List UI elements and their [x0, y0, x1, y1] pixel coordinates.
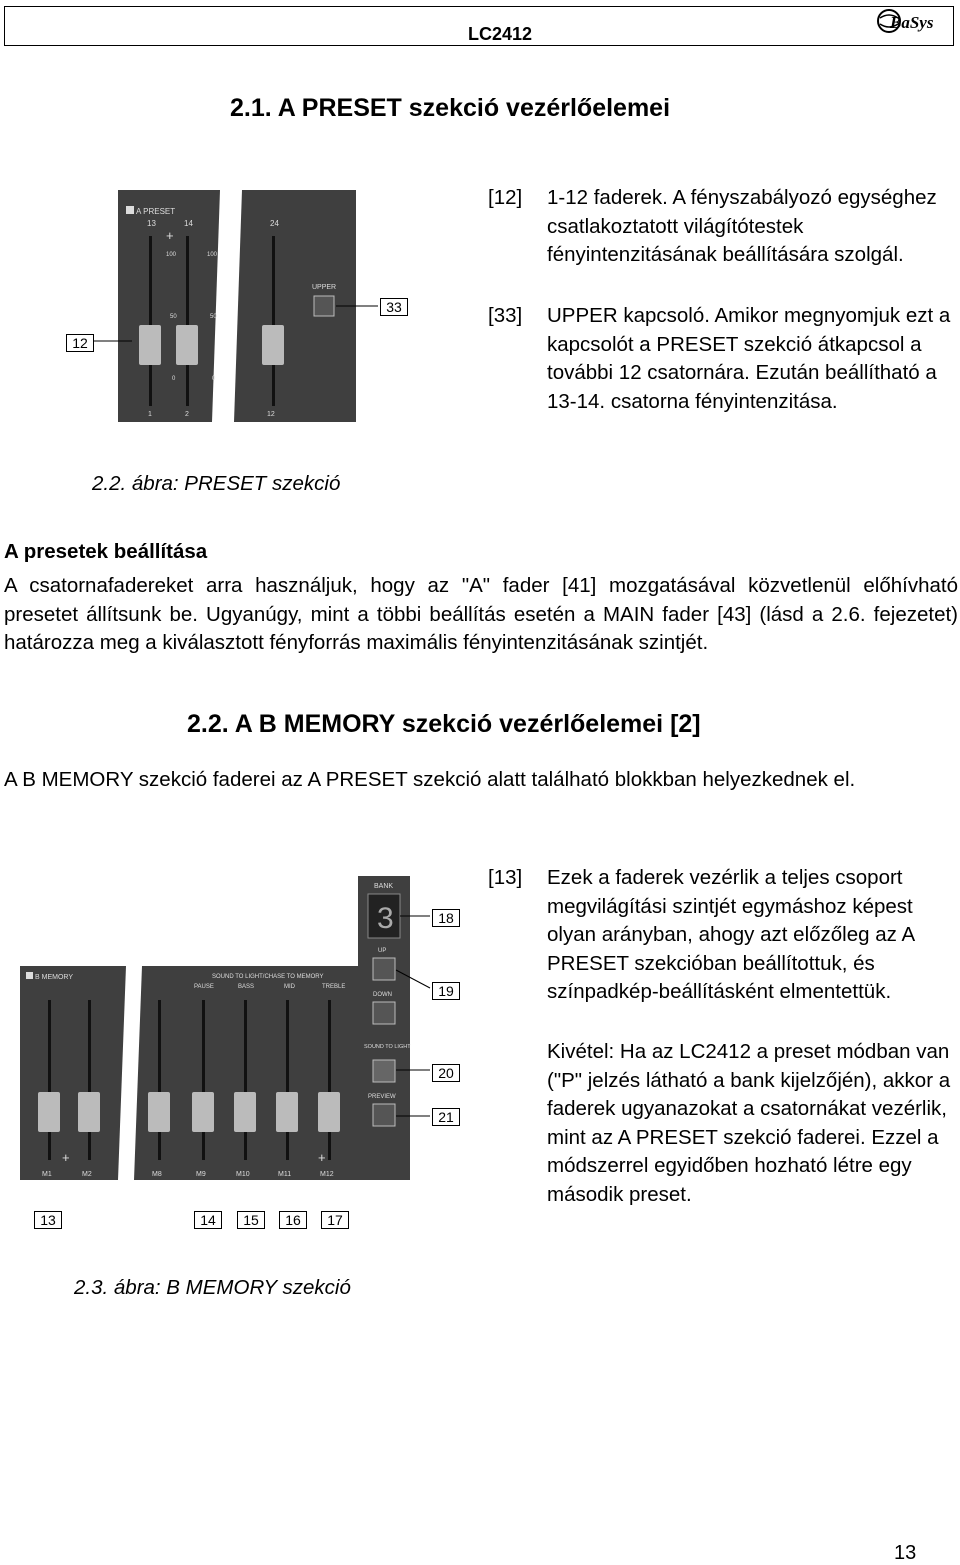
bottom-m11: M11 [278, 1171, 292, 1178]
memory-panel-label: B MEMORY [35, 974, 73, 981]
scale-50-a: 50 [170, 314, 177, 320]
callout-16: 16 [279, 1211, 307, 1229]
callout-33: 33 [380, 298, 408, 316]
col-bass: BASS [238, 984, 255, 990]
bottom-m10: M10 [236, 1171, 250, 1178]
plus-icon-3: + [318, 1150, 326, 1165]
desc-12-text: 1-12 faderek. A fényszabályozó egységhez csatlakoztatott világítótestek fényintenzitásának beállítására szolgál. [547, 186, 937, 266]
desc-13-text: Ezek a faderek vezérlik a teljes csoport megvilágítási szintjét egymáshoz képest olyan arányban, ahogy azt előzőleg az A PRESET szekcióban beállítottuk, és színpadkép-beállításként elmentettük. [547, 866, 914, 1003]
scale-0-b: 0 [212, 376, 216, 382]
sound-header: SOUND TO LIGHT/CHASE TO MEMORY [212, 974, 324, 980]
up-label: UP [378, 948, 387, 954]
callout-14: 14 [194, 1211, 222, 1229]
col-pause: PAUSE [194, 984, 214, 990]
svg-text:BaSys: BaSys [890, 13, 934, 32]
bank-label: BANK [374, 883, 394, 890]
preview-label: PREVIEW [368, 1094, 396, 1100]
bottom-m1: M1 [42, 1171, 52, 1178]
bottom-1: 1 [148, 411, 152, 418]
callout-15: 15 [237, 1211, 265, 1229]
preset-panel-label: A PRESET [136, 207, 176, 216]
callout-12: 12 [66, 334, 94, 352]
tick-24: 24 [270, 219, 279, 228]
bottom-2: 2 [185, 411, 189, 418]
figure2-caption: 2.3. ábra: B MEMORY szekció [74, 1276, 351, 1299]
basys-logo [876, 8, 942, 34]
desc-33-text: UPPER kapcsoló. Amikor megnyomjuk ezt a kapcsolót a PRESET szekció átkapcsol a további 12 csatornára. Ezután beállítható a 13-14. csatorna fényintenzitása. [547, 304, 951, 413]
tick-14: 14 [184, 219, 193, 228]
presets-heading: A presetek beállítása [4, 540, 208, 563]
down-label: DOWN [373, 992, 392, 998]
bank-digit: 3 [377, 902, 394, 935]
callout-19: 19 [432, 982, 460, 1000]
bottom-12: 12 [267, 411, 275, 418]
header-title: LC2412 [468, 24, 533, 44]
col-treble: TREBLE [322, 984, 346, 990]
preset-figure [60, 186, 420, 426]
memory-figure [18, 870, 458, 1230]
section-title-preset: 2.1. A PRESET szekció vezérlőelemei [230, 94, 671, 122]
bottom-m9: M9 [196, 1171, 206, 1178]
bottom-m8: M8 [152, 1171, 162, 1178]
bottom-m12: M12 [320, 1171, 334, 1178]
desc-13-num: [13] [488, 866, 523, 889]
upper-label: UPPER [312, 284, 337, 291]
scale-50-b: 50 [210, 314, 217, 320]
memory-description [488, 864, 958, 1244]
memory-paragraph: A B MEMORY szekció faderei az A PRESET szekció alatt található blokkban helyezkednek el. [4, 768, 856, 791]
plus-icon: + [166, 228, 174, 243]
desc-33-num: [33] [488, 304, 523, 327]
scale-100-a: 100 [166, 252, 177, 258]
page-number: 13 [894, 1542, 917, 1564]
figure1-caption: 2.2. ábra: PRESET szekció [92, 472, 341, 495]
presets-paragraph: A csatornafadereket arra használjuk, hogy az "A" fader [41] mozgatásával közvetlenül előhívható presetet állítsunk be. Ugyanúgy, mint a többi beállítás esetén a MAIN fader [43] (lásd a 2.6. fejezetet) határozza meg a kiválasztott fényforrás maximális fényintenzitásának szintjét. [4, 574, 958, 654]
tick-13: 13 [147, 219, 156, 228]
scale-100-b: 100 [207, 252, 218, 258]
col-mid: MID [284, 984, 295, 990]
callout-18: 18 [432, 909, 460, 927]
bottom-m2: M2 [82, 1171, 92, 1178]
callout-13: 13 [34, 1211, 62, 1229]
stl-label: SOUND TO LIGHT [364, 1044, 411, 1050]
scale-0-a: 0 [172, 376, 176, 382]
callout-17: 17 [321, 1211, 349, 1229]
callout-20: 20 [432, 1064, 460, 1082]
plus-icon-2: + [62, 1150, 70, 1165]
desc-12-num: [12] [488, 186, 523, 209]
callout-21: 21 [432, 1108, 460, 1126]
section-title-memory: 2.2. A B MEMORY szekció vezérlőelemei [2] [187, 710, 701, 738]
desc-exception-text: Kivétel: Ha az LC2412 a preset módban van ("P" jelzés látható a bank kijelzőjén), akkor a faderek ugyanazokat a csatornákat vezérlik, mint az A PRESET szekció faderei. Ezzel a módszerrel egyidőben hozható létre egy második preset. [547, 1040, 951, 1206]
preset-description [488, 184, 958, 444]
